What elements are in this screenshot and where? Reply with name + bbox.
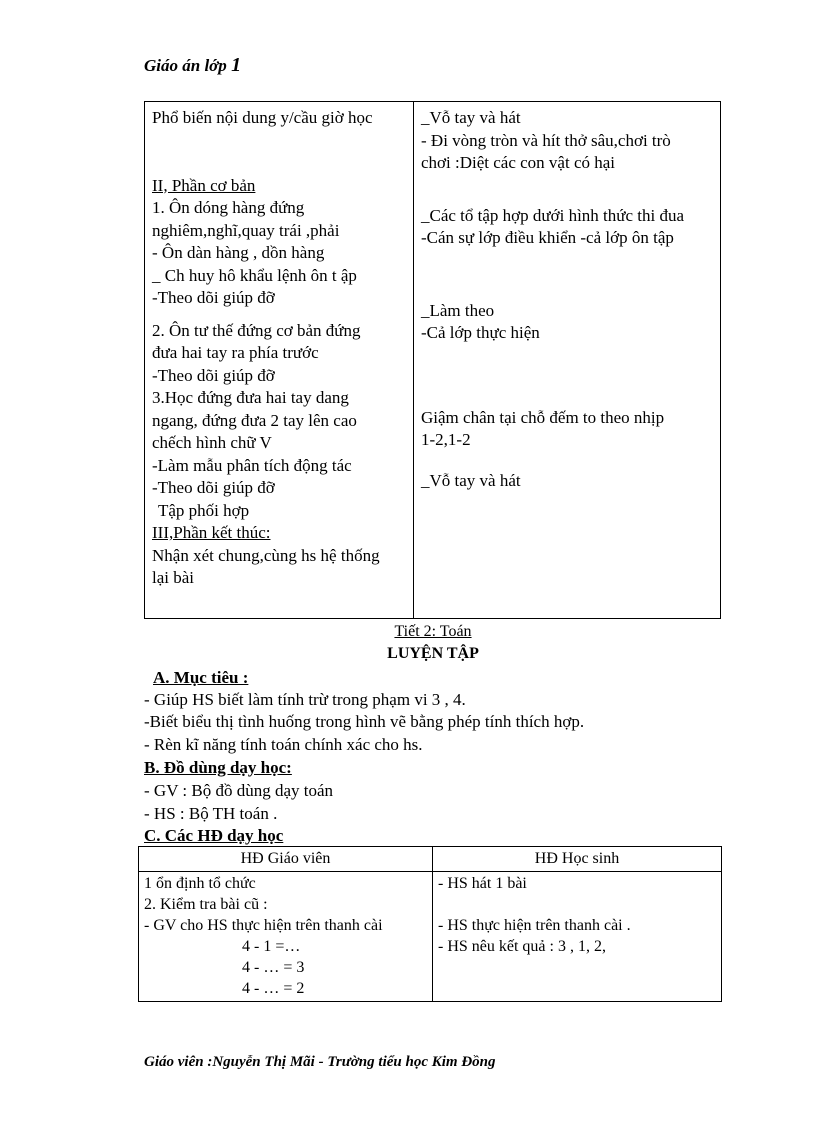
objective-item: - Giúp HS biết làm tính trừ trong phạm vi 3 , 4. — [144, 690, 466, 709]
text-line: 3.Học đứng đưa hai tay dang — [152, 388, 349, 407]
student-activities — [433, 872, 722, 1002]
materials-heading: B. Đồ dùng dạy học: — [144, 758, 292, 777]
text-line: Giậm chân tại chỗ đếm to theo nhịp — [421, 407, 665, 427]
text-line: đưa hai tay ra phía trước — [152, 343, 319, 362]
lesson-period: Tiết 2: Toán — [394, 623, 472, 640]
text-line: -Làm mẫu phân tích động tác — [152, 455, 352, 475]
section-heading: III,Phần kết thúc: — [152, 523, 271, 542]
text-line: lại bài — [152, 568, 195, 587]
text-line: _Vỗ tay và hát — [421, 108, 521, 127]
text-line: Tập phối hợp — [158, 500, 250, 520]
text-line: -Theo dõi giúp đỡ — [152, 365, 275, 385]
text-line: - HS hát 1 bài — [438, 875, 527, 892]
text-line: nghiêm,nghĩ,quay trái ,phải — [152, 220, 340, 240]
text-line: Nhận xét chung,cùng hs hệ thống — [152, 545, 380, 565]
text-line: -Theo dõi giúp đỡ — [152, 288, 275, 307]
column-header-student: HĐ Học sinh — [433, 847, 722, 872]
objective-item: - Rèn kĩ năng tính toán chính xác cho hs. — [144, 735, 423, 754]
activities-heading: C. Các HĐ dạy học — [144, 826, 284, 845]
text-line: chơi :Diệt các con vật có hại — [421, 153, 616, 172]
objectives-heading: A. Mục tiêu : — [153, 668, 249, 687]
text-line: Phổ biến nội dung y/cầu giờ học — [152, 108, 373, 127]
text-line: ngang, đứng đưa 2 tay lên cao — [152, 410, 357, 430]
text-line: 2. Kiểm tra bài cũ : — [144, 896, 268, 913]
activity-table — [144, 101, 721, 619]
section-heading: II, Phần cơ bản — [152, 175, 256, 195]
page-footer: Giáo viên :Nguyễn Thị Mãi - Trường tiểu học Kim Đồng — [144, 1054, 496, 1070]
text-line: 1-2,1-2 — [421, 430, 471, 449]
text-line: -Cả lớp thực hiện — [421, 323, 540, 342]
exercise-line: 4 - 1 =… — [242, 938, 301, 955]
text-line: -Theo dõi giúp đỡ — [152, 478, 275, 497]
materials-item: - GV : Bộ đồ dùng dạy toán — [144, 781, 334, 800]
text-line: chếch hình chữ V — [152, 433, 272, 452]
column-header-teacher: HĐ Giáo viên — [139, 847, 433, 872]
lesson-title: LUYỆN TẬP — [387, 645, 479, 662]
header-label: Giáo án lớp — [144, 56, 227, 75]
teacher-column — [145, 102, 414, 619]
text-line: - Đi vòng tròn và hít thở sâu,chơi trò — [421, 130, 671, 150]
text-line: -Cán sự lớp điều khiển -cả lớp ôn tập — [421, 228, 674, 247]
lesson-activities-table — [138, 846, 722, 1002]
exercise-line: 4 - … = 2 — [242, 980, 305, 997]
text-line: _ Ch huy hô khẩu lệnh ôn t ập — [152, 265, 357, 285]
objective-item: -Biết biểu thị tình huống trong hình vẽ bằng phép tính thích hợp. — [144, 712, 585, 731]
text-line: 2. Ôn tư thế đứng cơ bản đứng — [152, 320, 361, 340]
text-line: _Làm theo — [421, 300, 495, 320]
teacher-activities — [139, 872, 433, 1002]
text-line: _Vỗ tay và hát — [421, 470, 521, 490]
student-column — [414, 102, 721, 619]
materials-item: - HS : Bộ TH toán . — [144, 804, 278, 823]
text-line: 1. Ôn dóng hàng đứng — [152, 198, 305, 217]
text-line: 1 ổn định tổ chức — [144, 875, 256, 892]
page-header — [144, 54, 241, 77]
text-line: _Các tổ tập hợp dưới hình thức thi đua — [421, 205, 685, 225]
text-line: - Ôn dàn hàng , dồn hàng — [152, 243, 325, 262]
text-line: - HS thực hiện trên thanh cài . — [438, 917, 631, 934]
header-grade: 1 — [231, 54, 242, 76]
text-line: - GV cho HS thực hiện trên thanh cài — [144, 917, 383, 934]
text-line: - HS nêu kết quả : 3 , 1, 2, — [438, 938, 606, 955]
exercise-line: 4 - … = 3 — [242, 959, 305, 976]
